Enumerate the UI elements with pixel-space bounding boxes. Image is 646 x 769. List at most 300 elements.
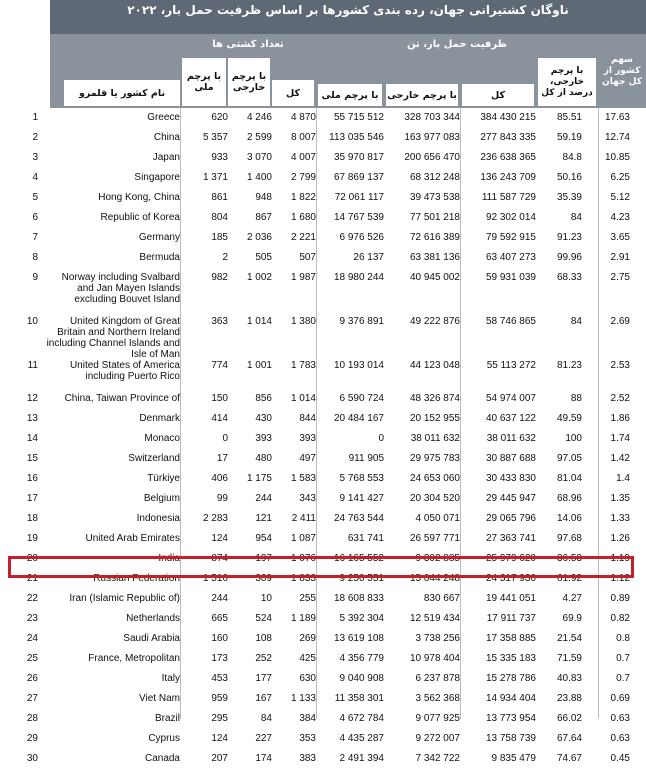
dwt-national-flag: 13 619 108: [333, 633, 384, 644]
dwt-total: 277 843 335: [480, 132, 536, 143]
ships-foreign-flag: 2 599: [246, 132, 272, 143]
foreign-pct: 59.19: [556, 132, 582, 143]
ships-national-flag: 804: [211, 212, 228, 223]
row-number: 9: [32, 272, 38, 283]
ships-foreign-flag: 1 400: [246, 172, 272, 183]
row-number: 11: [27, 360, 38, 371]
world-share: 2.69: [610, 316, 630, 327]
dwt-total: 24 317 936: [485, 573, 536, 584]
dwt-total: 15 335 183: [485, 653, 536, 664]
world-share: 1.86: [610, 413, 630, 424]
world-share: 0.69: [610, 693, 630, 704]
dwt-foreign-flag: 49 222 876: [409, 316, 460, 327]
ships-national-flag: 1 371: [202, 172, 228, 183]
world-share: 1.35: [610, 493, 630, 504]
foreign-pct: 84: [570, 316, 582, 327]
dwt-national-flag: 9 250 551: [339, 573, 384, 584]
dwt-national-flag: 55 715 512: [333, 112, 384, 123]
ships-total: 384: [299, 713, 316, 724]
dwt-total: 13 758 739: [485, 733, 536, 744]
world-share: 1.12: [610, 573, 630, 584]
dwt-foreign-flag: 7 342 722: [415, 753, 460, 764]
world-share: 1.74: [610, 433, 630, 444]
table-row: [0, 669, 646, 689]
dwt-foreign-flag: 3 738 256: [415, 633, 460, 644]
dwt-foreign-flag: 29 975 783: [409, 453, 460, 464]
row-number: 6: [32, 212, 38, 223]
table-row: [0, 312, 646, 360]
dwt-foreign-flag: 26 597 771: [409, 533, 460, 544]
world-share: 12.74: [604, 132, 630, 143]
ships-national-flag: 17: [216, 453, 228, 464]
ships-national-flag: 774: [211, 360, 228, 371]
world-share: 4.23: [610, 212, 630, 223]
dwt-national-flag: 5 768 553: [339, 473, 384, 484]
ships-foreign-flag: 430: [255, 413, 272, 424]
ships-foreign-flag: 10: [260, 593, 272, 604]
ships-total: 1 783: [290, 360, 316, 371]
dwt-total: 17 911 737: [486, 613, 536, 624]
dwt-foreign-flag: 63 381 136: [409, 252, 460, 263]
world-share: 1.19: [610, 553, 630, 564]
dwt-national-flag: 20 484 167: [333, 413, 384, 424]
row-number: 18: [26, 513, 38, 524]
row-number: 21: [26, 573, 38, 584]
foreign-pct: 88: [570, 393, 582, 404]
ships-total: 343: [299, 493, 316, 504]
country-name: Monaco: [144, 433, 180, 444]
row-number: 2: [32, 132, 38, 143]
dwt-total: 17 358 885: [485, 633, 536, 644]
table-row: [0, 429, 646, 449]
dwt-foreign-flag: 39 473 538: [409, 192, 460, 203]
dwt-foreign-flag: 4 050 071: [415, 513, 460, 524]
dwt-total: 40 637 122: [485, 413, 536, 424]
dwt-total: 38 011 632: [486, 433, 536, 444]
foreign-pct: 50.16: [556, 172, 582, 183]
world-share: 2.53: [610, 360, 630, 371]
dwt-foreign-flag: 10 978 404: [409, 653, 460, 664]
dwt-national-flag: 10 193 014: [333, 360, 384, 371]
dwt-total: 14 934 404: [485, 693, 536, 704]
world-share: 6.25: [610, 172, 630, 183]
dwt-total: 92 302 014: [485, 212, 536, 223]
foreign-pct: 100: [565, 433, 582, 444]
ships-foreign-flag: 2 036: [246, 232, 272, 243]
dwt-foreign-flag: 12 519 434: [409, 613, 460, 624]
dwt-total: 19 441 051: [485, 593, 536, 604]
ships-national-flag: 207: [211, 753, 228, 764]
dwt-total: 25 979 620: [485, 553, 536, 564]
row-number: 26: [26, 673, 38, 684]
foreign-pct: 35.39: [556, 192, 582, 203]
ships-national-flag: 453: [211, 673, 228, 684]
table-row: [0, 649, 646, 669]
world-share: 0.63: [610, 713, 630, 724]
dwt-foreign-flag: 72 616 389: [409, 232, 460, 243]
ships-national-flag: 99: [216, 493, 228, 504]
dwt-foreign-flag: 77 501 218: [409, 212, 460, 223]
ships-national-flag: 414: [211, 413, 228, 424]
world-share: 0.89: [610, 593, 630, 604]
row-number: 10: [26, 316, 38, 327]
row-number: 3: [32, 152, 38, 163]
ships-foreign-flag: 954: [255, 533, 272, 544]
dwt-foreign-flag: 24 653 060: [409, 473, 460, 484]
ships-foreign-flag: 867: [255, 212, 272, 223]
ships-foreign-flag: 108: [255, 633, 272, 644]
table-row: [0, 389, 646, 409]
row-number: 7: [32, 232, 38, 243]
foreign-pct: 81.04: [556, 473, 582, 484]
foreign-pct: 99.96: [556, 252, 582, 263]
ships-foreign-flag: 480: [255, 453, 272, 464]
ships-foreign-flag: 121: [255, 513, 272, 524]
row-number: 13: [26, 413, 38, 424]
foreign-pct: 36.53: [556, 553, 582, 564]
ships-foreign-flag: 948: [255, 192, 272, 203]
ships-total: 2 221: [290, 232, 316, 243]
ships-total: 1 087: [290, 533, 316, 544]
ships-total: 425: [299, 653, 316, 664]
ships-total: 255: [299, 593, 316, 604]
ships-total: 1 987: [290, 272, 316, 283]
country-name: Viet Nam: [139, 693, 180, 704]
country-name: Iran (Islamic Republic of): [69, 593, 180, 604]
ships-national-flag: 295: [211, 713, 228, 724]
ships-foreign-flag: 84: [260, 713, 272, 724]
ships-foreign-flag: 1 014: [246, 316, 272, 327]
table-title: ناوگان کشتیرانی جهان، رده بندی کشورها بر اساس ظرفیت حمل بار، ۲۰۲۲: [50, 0, 646, 34]
row-number: 27: [26, 693, 38, 704]
dwt-national-flag: 26 137: [353, 252, 384, 263]
dwt-total: 55 113 272: [486, 360, 536, 371]
ships-national-flag: 620: [211, 112, 228, 123]
dwt-national-flag: 9 040 908: [339, 673, 384, 684]
foreign-pct: 21.54: [556, 633, 582, 644]
dwt-national-flag: 6 976 526: [339, 232, 384, 243]
dwt-foreign-flag: 9 302 885: [415, 553, 460, 564]
country-name: Singapore: [134, 172, 180, 183]
ships-total: 1 014: [290, 393, 316, 404]
ships-national-flag: 124: [211, 533, 228, 544]
dwt-national-flag: 9 141 427: [339, 493, 384, 504]
world-share: 10.85: [604, 152, 630, 163]
dwt-total: 59 931 039: [485, 272, 536, 283]
dwt-national-flag: 2 491 394: [339, 753, 384, 764]
table-row: [0, 248, 646, 268]
ships-foreign-flag: 505: [255, 252, 272, 263]
dwt-foreign-flag: 38 011 632: [410, 433, 460, 444]
ships-total: 497: [299, 453, 316, 464]
foreign-pct: 4.27: [562, 593, 582, 604]
ships-foreign-flag: 1 001: [246, 360, 272, 371]
world-share: 1.33: [610, 513, 630, 524]
ships-foreign-flag: 244: [255, 493, 272, 504]
dwt-national-flag: 911 905: [348, 453, 384, 464]
dwt-national-flag: 18 608 833: [333, 593, 384, 604]
table-row: [0, 128, 646, 148]
country-name: Republic of Korea: [100, 212, 180, 223]
ships-total: 1 189: [290, 613, 316, 624]
ships-total: 844: [299, 413, 316, 424]
ships-total: 1 380: [290, 316, 316, 327]
dwt-foreign-flag: 20 304 520: [409, 493, 460, 504]
foreign-pct: 23.88: [556, 693, 582, 704]
ships-national-flag: 244: [211, 593, 228, 604]
ships-total: 1 680: [290, 212, 316, 223]
dwt-total: 27 363 741: [485, 533, 536, 544]
foreign-pct: 66.02: [556, 713, 582, 724]
header-foreign-flag: با پرچم خارجی: [228, 58, 270, 106]
ships-foreign-flag: 177: [255, 673, 272, 684]
table-row: [0, 148, 646, 168]
dwt-total: 29 065 796: [485, 513, 536, 524]
country-name: Netherlands: [126, 613, 180, 624]
world-share: 17.63: [604, 112, 630, 123]
table-row: [0, 749, 646, 769]
table-row: [0, 529, 646, 549]
world-share: 3.65: [610, 232, 630, 243]
ships-national-flag: 363: [211, 316, 228, 327]
country-name: France, Metropolitan: [88, 653, 180, 664]
row-number: 16: [26, 473, 38, 484]
ships-foreign-flag: 1 002: [246, 272, 272, 283]
row-number: 4: [32, 172, 38, 183]
ships-foreign-flag: 393: [255, 433, 272, 444]
dwt-foreign-flag: 163 977 083: [404, 132, 460, 143]
ships-foreign-flag: 4 246: [246, 112, 272, 123]
dwt-national-flag: 35 970 817: [333, 152, 384, 163]
foreign-pct: 14.06: [556, 513, 582, 524]
country-name: Switzerland: [128, 453, 180, 464]
row-number: 1: [32, 112, 38, 123]
row-number: 23: [26, 613, 38, 624]
row-number: 17: [26, 493, 38, 504]
dwt-national-flag: 113 035 546: [329, 132, 384, 143]
table-row: [0, 489, 646, 509]
ships-total: 4 870: [290, 112, 316, 123]
dwt-national-flag: 6 590 724: [339, 393, 384, 404]
country-name: United Arab Emirates: [85, 533, 180, 544]
ships-total: 8 007: [290, 132, 316, 143]
table-row: [0, 609, 646, 629]
ships-foreign-flag: 227: [255, 733, 272, 744]
table-row: [0, 409, 646, 429]
dwt-foreign-flag: 68 312 248: [409, 172, 460, 183]
ships-foreign-flag: 197: [255, 553, 272, 564]
header-dwt-capacity: ظرفیت حمل بار، تن: [316, 34, 598, 56]
ships-total: 2 411: [291, 513, 316, 524]
dwt-national-flag: 9 376 891: [339, 316, 384, 327]
ships-foreign-flag: 167: [255, 693, 272, 704]
country-name: United Kingdom of Great Britain and Northern Ireland including Channel Islands and Isle of Man: [46, 316, 180, 360]
foreign-pct: 84.8: [562, 152, 582, 163]
foreign-pct: 67.64: [556, 733, 582, 744]
dwt-total: 79 592 915: [485, 232, 536, 243]
world-share: 0.7: [616, 653, 630, 664]
ships-national-flag: 2: [222, 252, 228, 263]
foreign-pct: 40.83: [556, 673, 582, 684]
header-total-ships: کل: [272, 80, 314, 106]
dwt-national-flag: 4 435 287: [339, 733, 384, 744]
row-number: 29: [26, 733, 38, 744]
ships-foreign-flag: 524: [255, 613, 272, 624]
ships-foreign-flag: 174: [255, 753, 272, 764]
ships-total: 353: [299, 733, 316, 744]
ships-foreign-flag: 1 175: [246, 473, 272, 484]
dwt-foreign-flag: 20 152 955: [409, 413, 460, 424]
dwt-foreign-flag: 6 237 878: [415, 673, 460, 684]
dwt-foreign-flag: 830 667: [423, 593, 460, 604]
table-row: [0, 188, 646, 208]
foreign-pct: 74.67: [556, 753, 582, 764]
table-body: [0, 108, 646, 769]
ships-total: 507: [299, 252, 316, 263]
ships-national-flag: 933: [211, 152, 228, 163]
table-row: [0, 108, 646, 128]
world-share: 0.63: [610, 733, 630, 744]
header-blank: [50, 34, 180, 56]
row-number: 19: [26, 533, 38, 544]
dwt-national-flag: 11 358 301: [334, 693, 384, 704]
highlight-box-iran: [8, 556, 634, 578]
ships-total: 383: [299, 753, 316, 764]
country-name: Greece: [147, 112, 180, 123]
table-row: [0, 589, 646, 609]
ships-foreign-flag: 252: [255, 653, 272, 664]
row-number: 30: [26, 753, 38, 764]
ships-total: 2 799: [290, 172, 316, 183]
country-name: Brazil: [154, 713, 180, 724]
dwt-national-flag: 67 869 137: [333, 172, 384, 183]
ships-total: 393: [299, 433, 316, 444]
world-share: 0.8: [616, 633, 630, 644]
row-number: 28: [26, 713, 38, 724]
dwt-total: 384 430 215: [480, 112, 536, 123]
ships-national-flag: 1 516: [202, 573, 228, 584]
header-total-dwt: کل: [462, 84, 534, 106]
ships-national-flag: 861: [211, 192, 228, 203]
dwt-total: 13 773 954: [485, 713, 536, 724]
row-number: 8: [32, 252, 38, 263]
world-share: 0.7: [616, 673, 630, 684]
ships-total: 1 833: [290, 573, 316, 584]
ships-national-flag: 160: [211, 633, 228, 644]
header-ships-count: تعداد کشتی ها: [180, 34, 316, 56]
ships-national-flag: 982: [211, 272, 228, 283]
ships-national-flag: 0: [222, 433, 228, 444]
dwt-total: 9 835 479: [491, 753, 536, 764]
ships-national-flag: 2 283: [202, 513, 228, 524]
foreign-pct: 84: [570, 212, 582, 223]
row-number: 25: [26, 653, 38, 664]
table-row: [0, 208, 646, 228]
country-name: Norway including Svalbard and Jan Mayen Islands excluding Bouvet Island: [61, 272, 180, 305]
dwt-foreign-flag: 200 656 470: [404, 152, 460, 163]
foreign-pct: 69.9: [562, 613, 582, 624]
dwt-total: 54 974 007: [485, 393, 536, 404]
table-row: [0, 228, 646, 248]
foreign-pct: 71.59: [556, 653, 582, 664]
header-dwt-foreign-flag: با پرچم خارجی: [386, 84, 458, 106]
ships-national-flag: 406: [211, 473, 228, 484]
ships-national-flag: 874: [211, 553, 228, 564]
foreign-pct: 61.92: [556, 573, 582, 584]
ships-total: 4 007: [290, 152, 316, 163]
ships-national-flag: 173: [211, 653, 228, 664]
dwt-total: 30 433 830: [485, 473, 536, 484]
foreign-pct: 97.05: [556, 453, 582, 464]
ships-foreign-flag: 309: [255, 573, 272, 584]
country-name: Hong Kong, China: [98, 192, 180, 203]
dwt-national-flag: 16 165 552: [333, 553, 384, 564]
foreign-pct: 68.96: [556, 493, 582, 504]
table-row: [0, 356, 646, 389]
dwt-foreign-flag: 328 703 344: [404, 112, 460, 123]
ships-national-flag: 185: [211, 232, 228, 243]
dwt-total: 63 407 273: [485, 252, 536, 263]
row-number: 22: [26, 593, 38, 604]
row-number: 15: [26, 453, 38, 464]
table-row: [0, 449, 646, 469]
dwt-foreign-flag: 3 562 368: [415, 693, 460, 704]
country-name: Saudi Arabia: [123, 633, 180, 644]
country-name: China: [153, 132, 180, 143]
foreign-pct: 97.68: [556, 533, 582, 544]
header-country: نام کشور یا قلمرو: [64, 80, 180, 106]
header-dwt-national-flag: با پرچم ملی: [318, 84, 382, 106]
dwt-national-flag: 72 061 117: [334, 192, 384, 203]
foreign-pct: 68.33: [556, 272, 582, 283]
ships-national-flag: 959: [211, 693, 228, 704]
ships-national-flag: 5 357: [202, 132, 228, 143]
world-share: 1.42: [610, 453, 630, 464]
table-row: [0, 469, 646, 489]
dwt-national-flag: 14 767 539: [333, 212, 384, 223]
row-number: 24: [26, 633, 38, 644]
foreign-pct: 81.23: [556, 360, 582, 371]
country-name: Belgium: [143, 493, 180, 504]
dwt-total: 111 587 729: [481, 192, 536, 203]
row-number: 14: [26, 433, 38, 444]
country-name: Türkiye: [147, 473, 180, 484]
header-national-flag: با پرچم ملی: [182, 58, 226, 106]
world-share: 0.45: [610, 753, 630, 764]
ships-national-flag: 665: [211, 613, 228, 624]
dwt-foreign-flag: 9 077 925: [415, 713, 460, 724]
ships-total: 630: [299, 673, 316, 684]
world-share: 2.91: [610, 252, 630, 263]
table-row: [0, 689, 646, 709]
country-name: Bermuda: [139, 252, 180, 263]
dwt-foreign-flag: 40 945 002: [409, 272, 460, 283]
header-world-share: سهم کشور از کل جهان: [598, 34, 646, 108]
world-share: 1.26: [610, 533, 630, 544]
foreign-pct: 91.23: [556, 232, 582, 243]
country-name: Indonesia: [136, 513, 180, 524]
row-number: 20: [26, 553, 38, 564]
dwt-foreign-flag: 9 272 007: [415, 733, 460, 744]
dwt-national-flag: 24 763 544: [333, 513, 384, 524]
ships-total: 1 822: [290, 192, 316, 203]
dwt-national-flag: 631 741: [347, 533, 384, 544]
dwt-national-flag: 0: [378, 433, 384, 444]
dwt-foreign-flag: 44 123 048: [409, 360, 460, 371]
world-share: 0.82: [610, 613, 630, 624]
row-number: 12: [26, 393, 38, 404]
country-name: Cyprus: [148, 733, 180, 744]
